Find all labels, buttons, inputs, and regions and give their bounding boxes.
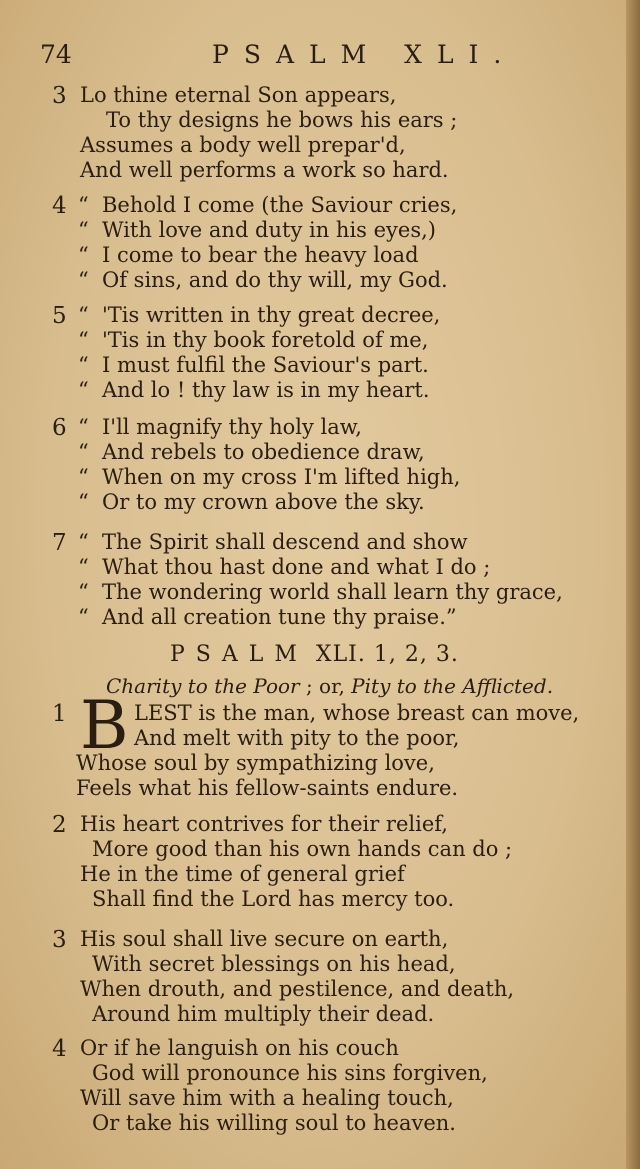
page-header bbox=[40, 40, 517, 80]
verse-number: 3 bbox=[52, 83, 67, 109]
verse-text: And all creation tune thy praise.” bbox=[102, 605, 457, 629]
verse-line bbox=[78, 328, 428, 352]
verse-text: 'Tis written in thy great decree, bbox=[102, 303, 441, 327]
verse-line: Around him multiply their dead. bbox=[92, 1002, 435, 1026]
verse-line bbox=[78, 243, 419, 267]
quote-mark: “ bbox=[78, 440, 89, 464]
verse-text: Of sins, and do thy will, my God. bbox=[102, 268, 448, 292]
quote-mark: “ bbox=[78, 353, 89, 377]
verse-line: His heart contrives for their relief, bbox=[80, 812, 448, 836]
verse-text: What thou hast done and what I do ; bbox=[102, 555, 491, 579]
verse-text: The Spirit shall descend and show bbox=[102, 530, 468, 554]
verse-text: And rebels to obedience draw, bbox=[102, 440, 425, 464]
quote-mark: “ bbox=[78, 530, 89, 554]
running-head: PSALM XLI. bbox=[212, 40, 517, 69]
verse-text: Assumes a body well prepar'd, bbox=[80, 133, 406, 157]
subtitle-part-b: Pity to the Afflicted. bbox=[351, 674, 554, 698]
verse-line bbox=[78, 580, 563, 604]
verse-line: Shall find the Lord has mercy too. bbox=[92, 887, 455, 911]
verse-line: Feels what his fellow-saints endure. bbox=[76, 776, 459, 800]
verse-line bbox=[78, 440, 425, 464]
verse-line bbox=[78, 490, 425, 514]
page-edge bbox=[626, 0, 640, 1169]
verse-number: 5 bbox=[52, 303, 67, 329]
quote-mark: “ bbox=[78, 328, 89, 352]
verse-text: Lo thine eternal Son appears, bbox=[80, 83, 397, 107]
quote-mark: “ bbox=[78, 415, 89, 439]
verse-line bbox=[78, 218, 436, 242]
verse-line bbox=[78, 530, 468, 554]
quote-mark: “ bbox=[78, 580, 89, 604]
page-number: 74 bbox=[40, 40, 72, 69]
verse-line: With secret blessings on his head, bbox=[92, 952, 456, 976]
quote-mark: “ bbox=[78, 193, 89, 217]
verse-line bbox=[78, 415, 362, 439]
verse-text: And well performs a work so hard. bbox=[80, 158, 449, 182]
verse-text: 'Tis in thy book foretold of me, bbox=[102, 328, 429, 352]
quote-mark: “ bbox=[78, 303, 89, 327]
quote-mark: “ bbox=[78, 268, 89, 292]
quote-mark: “ bbox=[78, 605, 89, 629]
verse-line: Will save him with a healing touch, bbox=[80, 1086, 454, 1110]
verse-number: 7 bbox=[52, 530, 67, 556]
verse-line bbox=[78, 605, 457, 629]
verse-line: Whose soul by sympathizing love, bbox=[76, 751, 435, 775]
verse-line bbox=[80, 83, 396, 107]
verse-text: To thy designs he bows his ears ; bbox=[106, 108, 458, 132]
verse-text: I must fulfil the Saviour's part. bbox=[102, 353, 429, 377]
verse-text: Or to my crown above the sky. bbox=[102, 490, 425, 514]
verse-text: The wondering world shall learn thy grace, bbox=[102, 580, 563, 604]
verse-number: 4 bbox=[52, 193, 67, 219]
verse-line: Or if he languish on his couch bbox=[80, 1036, 399, 1060]
verse-text: I'll magnify thy holy law, bbox=[102, 415, 362, 439]
verse-number: 4 bbox=[52, 1036, 67, 1062]
verse-line bbox=[80, 133, 406, 157]
verse-number: 1 bbox=[52, 701, 67, 727]
quote-mark: “ bbox=[78, 555, 89, 579]
verse-line: God will pronounce his sins forgiven, bbox=[92, 1061, 488, 1085]
psalm-subtitle bbox=[106, 674, 553, 698]
subtitle-separator: ; or, bbox=[299, 674, 352, 698]
quote-mark: “ bbox=[78, 378, 89, 402]
quote-mark: “ bbox=[78, 490, 89, 514]
verse-line bbox=[80, 158, 449, 182]
verse-text: Behold I come (the Saviour cries, bbox=[102, 193, 458, 217]
psalm-title-number: XLI. 1, 2, 3. bbox=[315, 642, 459, 667]
psalm-title-word: PSALM bbox=[170, 642, 308, 667]
verse-number: 2 bbox=[52, 812, 67, 838]
verse-line bbox=[78, 193, 457, 217]
quote-mark: “ bbox=[78, 243, 89, 267]
verse-line bbox=[78, 303, 440, 327]
verse-text: With love and duty in his eyes,) bbox=[102, 218, 436, 242]
verse-line: More good than his own hands can do ; bbox=[92, 837, 513, 861]
verse-line: He in the time of general grief bbox=[80, 862, 405, 886]
verse-number: 6 bbox=[52, 415, 67, 441]
verse-line: LEST is the man, whose breast can move, bbox=[134, 701, 580, 725]
psalm-title bbox=[170, 642, 459, 667]
verse-line: His soul shall live secure on earth, bbox=[80, 927, 449, 951]
verse-text: When on my cross I'm lifted high, bbox=[102, 465, 461, 489]
verse-line bbox=[78, 465, 460, 489]
verse-number: 3 bbox=[52, 927, 67, 953]
verse-text: I come to bear the heavy load bbox=[102, 243, 419, 267]
verse-line bbox=[78, 268, 448, 292]
verse-line: Or take his willing soul to heaven. bbox=[92, 1111, 456, 1135]
verse-text: And lo ! thy law is in my heart. bbox=[102, 378, 430, 402]
drop-cap: B bbox=[80, 687, 129, 764]
verse-line bbox=[78, 555, 490, 579]
subtitle-part-a: Charity to the Poor bbox=[106, 674, 300, 698]
verse-line bbox=[78, 378, 430, 402]
verse-line bbox=[106, 108, 457, 132]
quote-mark: “ bbox=[78, 465, 89, 489]
verse-line: And melt with pity to the poor, bbox=[134, 726, 460, 750]
verse-line bbox=[78, 353, 429, 377]
verse-line: When drouth, and pestilence, and death, bbox=[80, 977, 515, 1001]
quote-mark: “ bbox=[78, 218, 89, 242]
